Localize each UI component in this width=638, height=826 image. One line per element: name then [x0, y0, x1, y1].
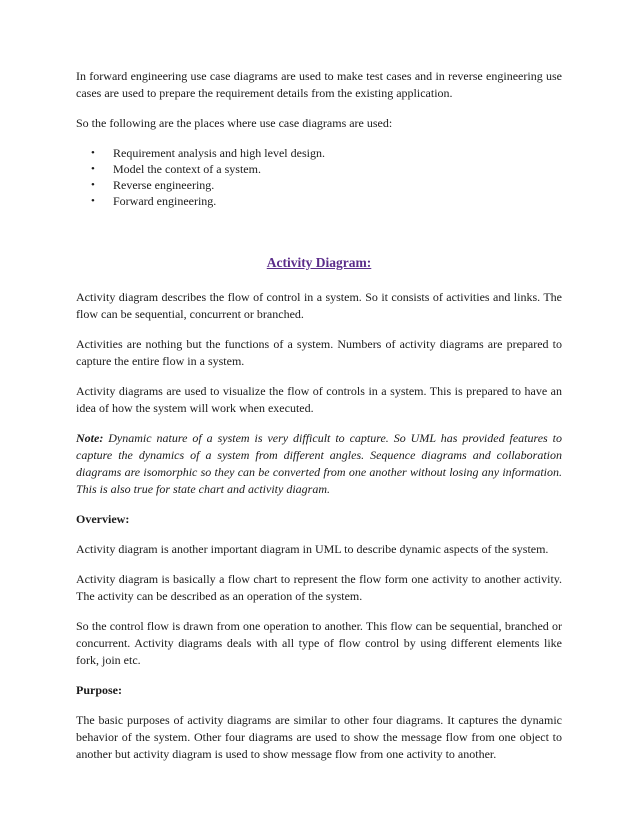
list-item [76, 193, 562, 209]
bullet-icon: • [91, 147, 95, 159]
note-text: Dynamic nature of a system is very difficult to capture. So UML has provided features to capture the dynamics of a system from different angles. Sequence diagrams and collaboration diagrams are isomorphic so they can be converted from one another without losing any information. This is also true for state chart and activity diagram. [76, 431, 562, 496]
activity-paragraph-3: Activity diagrams are used to visualize the flow of controls in a system. This is prepared to have an idea of how the system will work when executed. [76, 384, 562, 415]
activity-diagram-heading: Activity Diagram: [266, 255, 372, 270]
document-page [76, 68, 562, 776]
list-item [76, 161, 562, 177]
overview-paragraph-1: Activity diagram is another important diagram in UML to describe dynamic aspects of the system. [76, 542, 549, 556]
purpose-paragraph-1: The basic purposes of activity diagrams are similar to other four diagrams. It captures the dynamic behavior of the system. Other four diagrams are used to show the message flow from one object to another but activity diagram is used to show message flow from one activity to another. [76, 713, 562, 761]
intro-paragraph-1: In forward engineering use case diagrams are used to make test cases and in reverse engineering use cases are used to prepare the requirement details from the existing application. [76, 69, 562, 100]
use-case-places-list [76, 145, 562, 209]
note-label: Note: [76, 431, 104, 445]
list-item [76, 177, 562, 193]
list-item [76, 145, 562, 161]
list-item-text: Reverse engineering. [113, 178, 215, 192]
note-paragraph [76, 430, 562, 498]
bullet-icon: • [91, 195, 95, 207]
list-item-text: Model the context of a system. [113, 162, 261, 176]
list-item-text: Forward engineering. [113, 194, 217, 208]
purpose-heading: Purpose: [76, 683, 122, 697]
overview-heading: Overview: [76, 512, 130, 526]
activity-paragraph-2: Activities are nothing but the functions of a system. Numbers of activity diagrams are prepared to capture the entire flow in a system. [76, 337, 562, 368]
overview-paragraph-3: So the control flow is drawn from one operation to another. This flow can be sequential, branched or concurrent. Activity diagrams deals with all type of flow control by using different elements like fork, join etc. [76, 619, 562, 667]
overview-paragraph-2: Activity diagram is basically a flow chart to represent the flow form one activity to another activity. The activity can be described as an operation of the system. [76, 572, 562, 603]
section-spacer [76, 221, 562, 254]
list-item-text: Requirement analysis and high level design. [113, 146, 325, 160]
activity-paragraph-1: Activity diagram describes the flow of control in a system. So it consists of activities and links. The flow can be sequential, concurrent or branched. [76, 290, 562, 321]
bullet-icon: • [91, 179, 95, 191]
bullet-icon: • [91, 163, 95, 175]
intro-paragraph-2: So the following are the places where use case diagrams are used: [76, 116, 393, 130]
